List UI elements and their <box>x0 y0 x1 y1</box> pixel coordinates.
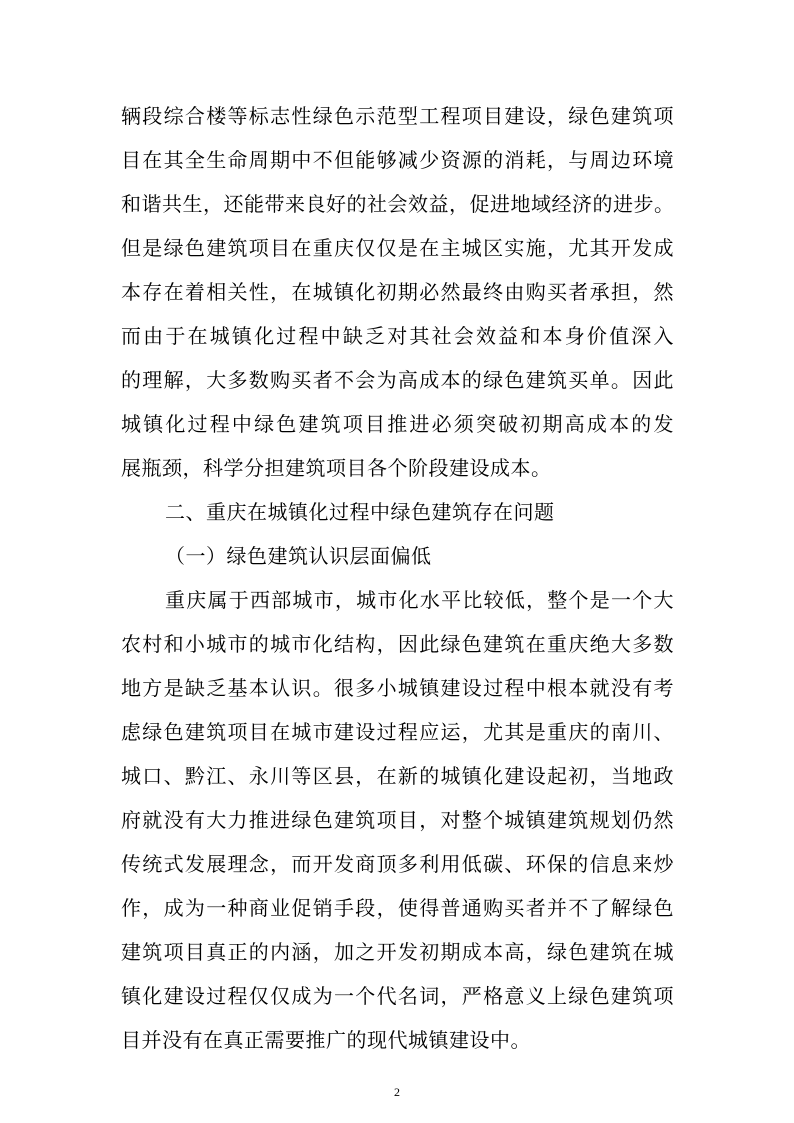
body-text-line: 地方是缺乏基本认识。很多小城镇建设过程中根本就没有考 <box>121 676 674 700</box>
body-text-line: 城镇化过程中绿色建筑项目推进必须突破初期高成本的发 <box>121 412 674 436</box>
body-text-line: 城口、黔江、永川等区县，在新的城镇化建设起初，当地政 <box>121 764 674 788</box>
body-text-line: 传统式发展理念，而开发商顶多利用低碳、环保的信息来炒 <box>121 852 674 876</box>
body-text-line: 但是绿色建筑项目在重庆仅仅是在主城区实施，尤其开发成 <box>121 236 674 260</box>
body-text-line: 辆段综合楼等标志性绿色示范型工程项目建设，绿色建筑项 <box>121 104 674 128</box>
page-number: 2 <box>394 1085 400 1099</box>
body-text-line: 目并没有在真正需要推广的现代城镇建设中。 <box>121 1028 531 1052</box>
body-text-line: 展瓶颈，科学分担建筑项目各个阶段建设成本。 <box>121 456 552 480</box>
body-text-line: 府就没有大力推进绿色建筑项目，对整个城镇建筑规划仍然 <box>121 808 674 832</box>
subsection-heading: （一）绿色建筑认识层面偏低 <box>165 544 432 568</box>
body-text-line: 作，成为一种商业促销手段，使得普通购买者并不了解绿色 <box>121 896 674 920</box>
body-text-line: 虑绿色建筑项目在城市建设过程应运，尤其是重庆的南川、 <box>121 720 674 744</box>
body-text-line: 和谐共生，还能带来良好的社会效益，促进地域经济的进步。 <box>121 192 675 216</box>
body-text-line: 目在其全生命周期中不但能够减少资源的消耗，与周边环境 <box>121 148 674 172</box>
body-text-line: 而由于在城镇化过程中缺乏对其社会效益和本身价值深入 <box>121 324 674 348</box>
body-text-line: 镇化建设过程仅仅成为一个代名词，严格意义上绿色建筑项 <box>121 984 674 1008</box>
paragraph-first-line: 重庆属于西部城市，城市化水平比较低，整个是一个大 <box>165 588 674 612</box>
body-text-line: 本存在着相关性，在城镇化初期必然最终由购买者承担，然 <box>121 280 674 304</box>
section-heading: 二、重庆在城镇化过程中绿色建筑存在问题 <box>165 500 555 524</box>
body-text-line: 农村和小城市的城市化结构，因此绿色建筑在重庆绝大多数 <box>121 632 674 656</box>
body-text-line: 的理解，大多数购买者不会为高成本的绿色建筑买单。因此 <box>121 368 674 392</box>
body-text-line: 建筑项目真正的内涵，加之开发初期成本高，绿色建筑在城 <box>121 940 674 964</box>
